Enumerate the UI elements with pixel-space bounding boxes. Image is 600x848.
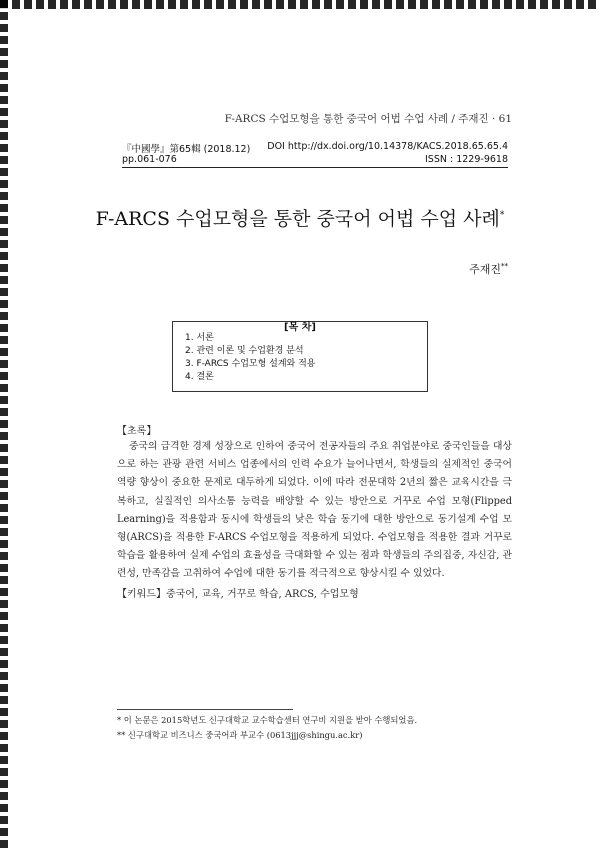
journal-meta-row-2 (122, 154, 508, 165)
journal-name: 『中國學』第65輯 (2018.12) (122, 144, 251, 155)
abstract-label: 【초록】 (117, 426, 157, 437)
paper-title (0, 204, 600, 231)
toc-item-theory: 2. 관련 이론 및 수업환경 분석 (185, 346, 304, 356)
table-of-contents (172, 321, 428, 392)
author-name: 주재진 (469, 263, 501, 276)
author (469, 261, 508, 277)
keywords: 【키워드】중국어, 교육, 거꾸로 학습, ARCS, 수업모형 (117, 589, 359, 600)
footnote-funding: * 이 논문은 2015학년도 신구대학교 교수학습센터 연구비 지원을 받아 수행되었음. (117, 715, 418, 725)
footnote-author: ** 신구대학교 비즈니스 중국어과 부교수 (0613jjj@shingu.ac.kr) (117, 730, 363, 740)
author-footnote-mark: ** (501, 262, 508, 271)
abstract-text: 중국의 급격한 경제 성장으로 인하여 중국어 전공자들의 주요 취업분야로 중국인들을 대상으로 하는 관광 관련 서비스 업종에서의 인력 수요가 늘어나면서, 학생들의 실제적인 중국어 역량 향상이 중요한 문제로 대두하게 되었다. 이에 따라 전문대학 2년의 짧은 교육시간을 극복하고, 실질적인 의사소통 능력을 배양할 수 있는 방안으로 거꾸로 수업 모형(Flipped Learning)을 적용함과 동시에 학생들의 낮은 학습 동기에 대한 방안으로 동기설계 수업 모형(ARCS)을 적용한 F-ARCS 수업모형을 적용하게 되었다. 수업모형을 적용한 결과 거꾸로 학습을 활용하여 실제 수업의 효율성을 극대화할 수 있는 점과 학생들의 주의집중, 자신감, 관련성, 만족감을 고취하여 수업에 대한 동기를 적극적으로 향상시킬 수 있었다. (117, 441, 512, 580)
toc-item-introduction: 1. 서론 (185, 333, 214, 343)
page-frame-top (0, 0, 600, 9)
page-frame-left (0, 0, 8, 848)
doi-link[interactable]: DOI http://dx.doi.org/10.14378/KACS.2018.65.65.4 (267, 141, 508, 152)
title-text: F-ARCS 수업모형을 통한 중국어 어법 수업 사례 (95, 208, 500, 230)
footnote-divider (117, 709, 293, 710)
title-footnote-mark: * (499, 210, 505, 221)
page-range: pp.061-076 (122, 154, 177, 165)
meta-divider (122, 167, 508, 168)
toc-title: [목 차] (276, 322, 324, 333)
journal-meta-row-1 (122, 141, 508, 155)
toc-item-conclusion: 4. 결론 (185, 372, 214, 382)
issn: ISSN : 1229-9618 (425, 154, 508, 165)
running-header: F-ARCS 수업모형을 통한 중국어 어법 수업 사례 / 주재진 · 61 (224, 113, 512, 125)
toc-list (185, 332, 315, 384)
toc-item-model: 3. F-ARCS 수업모형 설계와 적용 (185, 359, 316, 369)
